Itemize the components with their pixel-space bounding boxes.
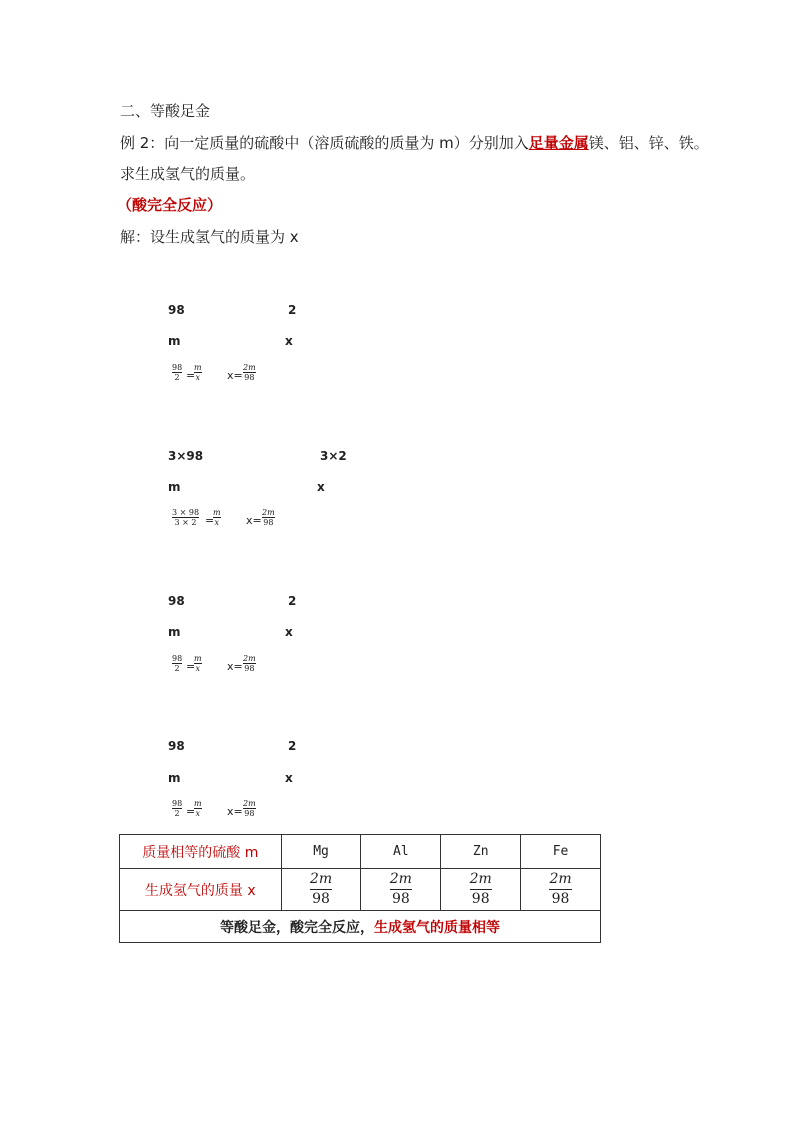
equals-sign: =: [186, 805, 196, 818]
metal-fe: Fe: [521, 835, 601, 869]
result-cell-al: $\frac{2m}{98}$: [361, 869, 441, 911]
table-row: [120, 869, 601, 911]
h2-mass: 2: [288, 594, 297, 608]
x-equals: x=: [227, 660, 243, 673]
conclusion-highlight: 生成氢气的质量相等: [374, 919, 500, 936]
x-label: x: [317, 480, 325, 494]
ratio-fraction-left: 98 2: [172, 654, 183, 673]
ratio-fraction-right: m x: [213, 508, 221, 527]
conclusion-cell: [120, 911, 601, 943]
table-row: [120, 835, 601, 869]
ratio-fraction-right: m x: [194, 799, 202, 818]
summary-table: [119, 834, 601, 943]
example-suffix: 镁、铝、锌、铁。: [588, 134, 709, 152]
ratio-fraction-left: 3 × 98 3 × 2: [172, 508, 200, 527]
row-label-acid: 质量相等的硫酸 m: [120, 835, 282, 869]
result-cell-fe: $\frac{2m}{98}$: [521, 869, 601, 911]
m-label: m: [168, 480, 181, 494]
x-equals: x=: [227, 369, 243, 382]
equals-sign: =: [205, 514, 215, 527]
x-equals: x=: [227, 805, 243, 818]
equals-sign: =: [186, 369, 196, 382]
acid-mass: 98: [168, 303, 185, 317]
result-fraction: 2m 98: [262, 508, 275, 527]
x-label: x: [285, 625, 293, 639]
h2-mass: 2: [288, 303, 297, 317]
acid-mass: 98: [168, 739, 185, 753]
result-fraction: 2m 98: [243, 363, 256, 382]
metal-zn: Zn: [441, 835, 521, 869]
solution-line: 解：设生成氢气的质量为 x: [120, 228, 299, 246]
m-label: m: [168, 334, 181, 348]
equals-sign: =: [186, 660, 196, 673]
ratio-fraction-right: m x: [194, 654, 202, 673]
h2-mass: 2: [288, 739, 297, 753]
x-equals: x=: [246, 514, 262, 527]
example-line-2: 求生成氢气的质量。: [120, 165, 256, 183]
acid-mass: 3×98: [168, 449, 204, 463]
metal-mg: Mg: [281, 835, 361, 869]
m-label: m: [168, 625, 181, 639]
condition-note: （酸完全反应）: [117, 196, 223, 214]
example-line-1: [120, 133, 709, 153]
result-cell-mg: $\frac{2m}{98}$: [281, 869, 361, 911]
ratio-fraction-left: 98 2: [172, 363, 183, 382]
x-label: x: [285, 771, 293, 785]
h2-mass: 3×2: [320, 449, 347, 463]
metal-al: Al: [361, 835, 441, 869]
example-prefix: 例 2：向一定质量的硫酸中（溶质硫酸的质量为 m）分别加入: [120, 134, 529, 152]
conclusion-text: 等酸足金，酸完全反应，: [220, 919, 374, 936]
result-fraction: 2m 98: [243, 654, 256, 673]
result-cell-zn: $\frac{2m}{98}$: [441, 869, 521, 911]
example-highlight: 足量金属: [528, 134, 589, 152]
acid-mass: 98: [168, 594, 185, 608]
row-label-hydrogen: 生成氢气的质量 x: [120, 869, 282, 911]
result-fraction: 2m 98: [243, 799, 256, 818]
table-row: [120, 911, 601, 943]
section-title: 二、等酸足金: [120, 102, 211, 120]
x-label: x: [285, 334, 293, 348]
ratio-fraction-left: 98 2: [172, 799, 183, 818]
ratio-fraction-right: m x: [194, 363, 202, 382]
m-label: m: [168, 771, 181, 785]
